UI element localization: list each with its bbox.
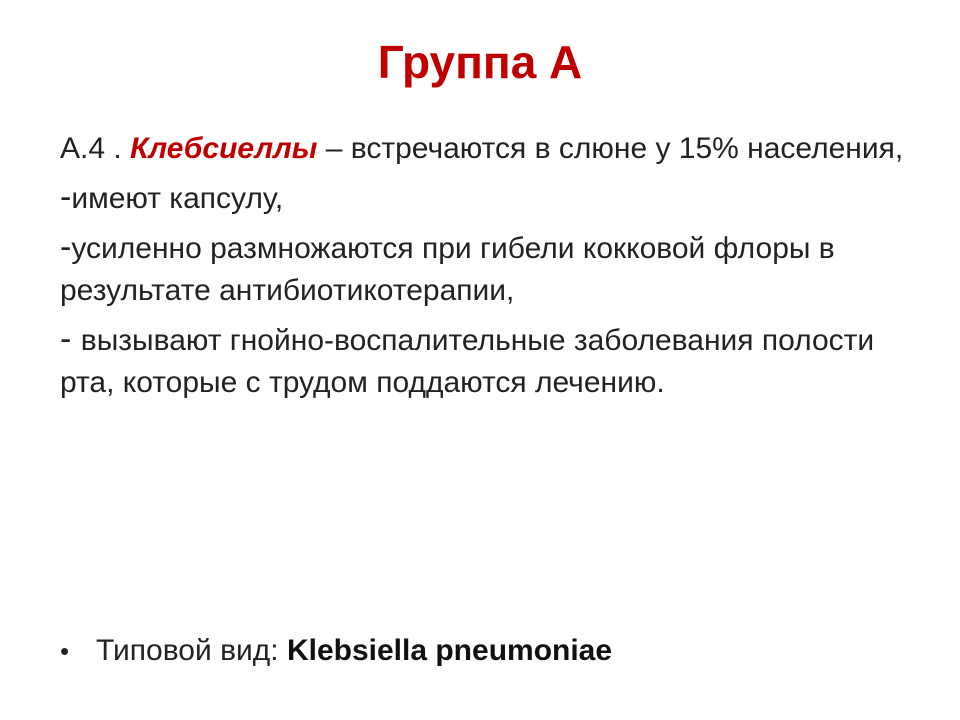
dash-marker: - — [60, 320, 81, 358]
bullet-marker: • — [60, 636, 70, 666]
intro-term: Клебсиеллы — [130, 132, 318, 165]
dash-item-text: усиленно размножаются при гибели кокковой флоры в результате антибиотикотерапии, — [60, 232, 835, 307]
intro-rest: – встречаются в слюне у 15% населения, — [317, 132, 904, 165]
dash-item — [60, 226, 930, 312]
dash-marker: - — [60, 178, 72, 216]
intro-prefix: А.4 . — [60, 132, 131, 165]
intro-paragraph — [60, 128, 930, 170]
dash-marker: - — [60, 228, 72, 266]
species-name: Klebsiella pneumoniae — [286, 634, 613, 667]
bullet-label: Типовой вид: — [96, 634, 287, 667]
dash-item-text: вызывают гнойно-воспалительные заболевания полости рта, которые с трудом поддаются лечению. — [60, 324, 875, 399]
dash-item-text: имеют капсулу, — [71, 182, 284, 215]
slide-body — [60, 128, 930, 410]
dash-item — [60, 318, 930, 404]
dash-item — [60, 176, 930, 220]
slide-title: Группа А — [377, 36, 583, 88]
bullet-item — [60, 630, 612, 672]
